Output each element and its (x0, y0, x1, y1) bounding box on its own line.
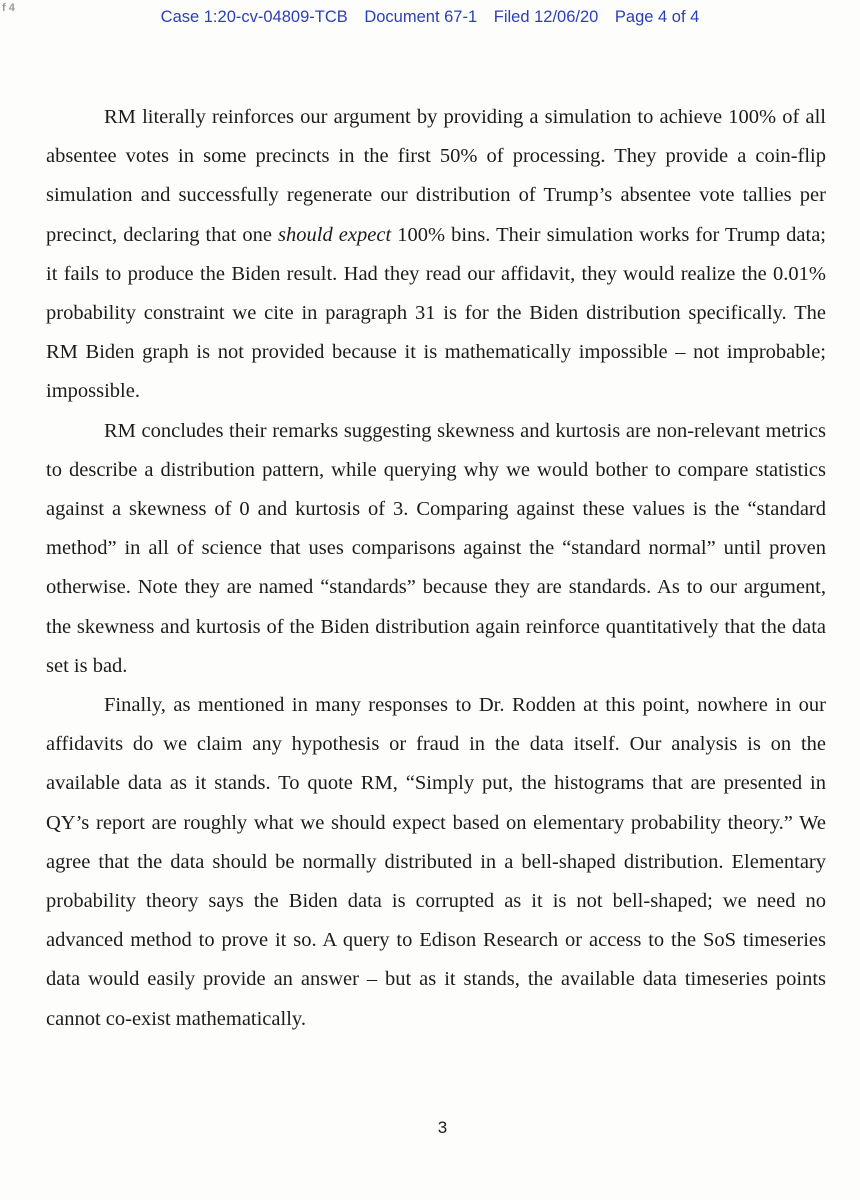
paragraph-2: RM concludes their remarks suggesting skewness and kurtosis are non-relevant metrics to describe a distribution pattern, while querying why we would bother to compare statistics against a skewness of 0 and kurtosis of 3. Comparing against these values is the “standard method” in all of science that uses comparisons against the “standard normal” until proven otherwise. Note they are named “standards” because they are standards. As to our argument, the skewness and kurtosis of the Biden distribution again reinforce quantitatively that the data set is bad. (46, 419, 826, 677)
page-indicator: Page 4 of 4 (614, 8, 700, 26)
corner-mark: f 4 (2, 2, 15, 14)
case-number: Case 1:20-cv-04809-TCB (160, 8, 348, 26)
page-number: 3 (437, 1118, 448, 1137)
paragraph-1-after: 100% bins. Their simulation works for Trump data; it fails to produce the Biden result. Had they read our affidavit, they would realize the 0.01% probability constraint we cite in paragraph 31 is for the Biden distribution specifically. The RM Biden graph is not provided because it is mathematically impossible – not improbable; impossible. (46, 223, 826, 403)
paragraph-1-emphasis: should expect (278, 223, 392, 246)
ecf-header (0, 8, 860, 27)
paragraph-1 (46, 98, 826, 412)
paragraph-1-before: RM literally reinforces our argument by providing a simulation to achieve 100% of all absentee votes in some precincts in the first 50% of processing. They provide a coin-flip simulation and successfully regenerate our distribution of Trump’s absentee vote tallies per precinct, declaring that one (46, 106, 826, 246)
document-number: Document 67-1 (364, 8, 478, 26)
filed-date: Filed 12/06/20 (493, 8, 599, 26)
paragraph-3: Finally, as mentioned in many responses to Dr. Rodden at this point, nowhere in our affidavits do we claim any hypothesis or fraud in the data itself. Our analysis is on the available data as it stands. To quote RM, “Simply put, the histograms that are presented in QY’s report are roughly what we should expect based on elementary probability theory.” We agree that the data should be normally distributed in a bell-shaped distribution. Elementary probability theory says the Biden data is corrupted as it is not bell-shaped; we need no advanced method to prove it so. A query to Edison Research or access to the SoS timeseries data would easily provide an answer – but as it stands, the available data timeseries points cannot co-exist mathematically. (46, 694, 826, 1030)
body-text (46, 98, 826, 1039)
